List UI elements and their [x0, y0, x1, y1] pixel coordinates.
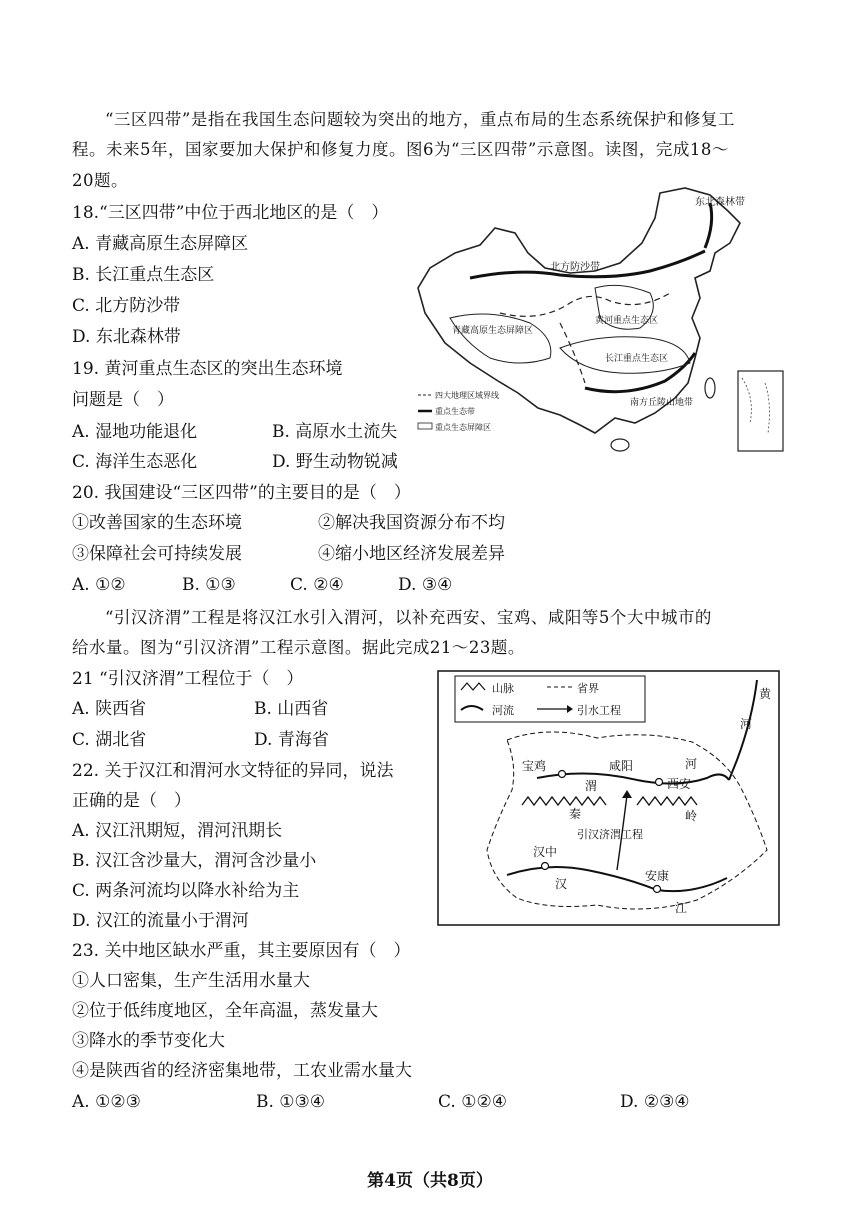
taiwan-island	[705, 378, 715, 398]
label-wei: 渭	[585, 779, 598, 793]
intro1-line1: “三区四带”是指在我国生态问题较为突出的地方，重点布局的生态系统保护和修复工	[105, 110, 735, 129]
label-north-sand-belt: 北方防沙带	[550, 262, 600, 273]
q20-statement-2: ②解决我国资源分布不均	[318, 513, 505, 533]
han-river	[507, 867, 727, 891]
hainan-island	[611, 439, 629, 451]
q22-option-c[interactable]: C. 两条河流均以降水补给为主	[72, 881, 300, 901]
q21-option-a[interactable]: A. 陕西省	[72, 699, 147, 719]
q22-stem-line2: 正确的是（ ）	[72, 791, 191, 811]
q21-option-b[interactable]: B. 山西省	[254, 699, 329, 719]
legend-eco-zone: 重点生态屏障区	[435, 423, 491, 432]
label-ling: 岭	[685, 809, 698, 823]
label-yangtze-zone: 长江重点生态区	[605, 354, 669, 364]
city-xian	[656, 779, 663, 786]
label-yellow-river-zone: 黄河重点生态区	[595, 316, 659, 326]
q23-statement-4: ④是陕西省的经济密集地带，工农业需水量大	[72, 1061, 412, 1081]
q20-stem: 20. 我国建设“三区四带”的主要目的是（ ）	[72, 483, 411, 503]
intro1-line3: 20题。	[72, 171, 128, 190]
china-ecological-map	[410, 183, 790, 458]
q20-statement-3: ③保障社会可持续发展	[72, 544, 242, 564]
q19-option-a[interactable]: A. 湿地功能退化	[72, 422, 198, 442]
q23-option-d[interactable]: D. ②③④	[620, 1092, 690, 1112]
q19-option-d[interactable]: D. 野生动物锐减	[272, 452, 398, 472]
q23-statement-3: ③降水的季节变化大	[72, 1031, 225, 1051]
q19-stem-line1: 19. 黄河重点生态区的突出生态环境	[72, 359, 343, 379]
label-xianyang: 咸阳	[609, 759, 634, 773]
q19-option-c[interactable]: C. 海洋生态恶化	[72, 452, 198, 472]
qinghai-zone	[450, 314, 551, 363]
q18-option-c[interactable]: C. 北方防沙带	[72, 296, 181, 316]
q22-option-d[interactable]: D. 汉江的流量小于渭河	[72, 911, 249, 931]
q18-option-b[interactable]: B. 长江重点生态区	[72, 265, 215, 285]
q20-statement-4: ④缩小地区经济发展差异	[318, 544, 505, 564]
q23-statement-1: ①人口密集，生产生活用水量大	[72, 971, 310, 991]
q20-option-c[interactable]: C. ②④	[290, 575, 344, 595]
city-ankang	[654, 886, 661, 893]
q20-option-d[interactable]: D. ③④	[398, 575, 453, 595]
q18-option-d[interactable]: D. 东北森林带	[72, 327, 181, 347]
region-boundary	[560, 323, 585, 383]
label-jiang: 江	[675, 901, 688, 915]
yin-han-ji-wei-map	[437, 670, 780, 926]
region-boundary	[500, 293, 670, 316]
label-south-hills-belt: 南方丘陵山地带	[630, 398, 694, 408]
label-huang: 黄	[759, 687, 772, 701]
q22-option-b[interactable]: B. 汉江含沙量大，渭河含沙量小	[72, 851, 317, 871]
label-hanzhong: 汉中	[533, 845, 558, 859]
q23-statement-2: ②位于低纬度地区，全年高温，蒸发量大	[72, 1001, 378, 1021]
q21-option-c[interactable]: C. 湖北省	[72, 730, 147, 750]
legend-mountain: 山脉	[492, 682, 514, 695]
label-qinghai-zone: 青藏高原生态屏障区	[452, 326, 534, 336]
legend-region-boundary: 四大地理区域界线	[435, 391, 499, 400]
label-he-wei: 河	[685, 757, 698, 771]
q21-option-d[interactable]: D. 青海省	[254, 730, 329, 750]
label-ankang: 安康	[645, 869, 670, 883]
q23-stem: 23. 关中地区缺水严重，其主要原因有（ ）	[72, 941, 411, 961]
q20-option-b[interactable]: B. ①③	[182, 575, 236, 595]
q23-option-b[interactable]: B. ①③④	[256, 1092, 326, 1112]
label-baoji: 宝鸡	[522, 759, 547, 773]
legend-river: 河流	[492, 704, 514, 717]
intro2-line2: 给水量。图为“引汉济渭”工程示意图。据此完成21～23题。	[72, 638, 525, 657]
q22-stem-line1: 22. 关于汉江和渭河水文特征的异同，说法	[72, 761, 394, 781]
city-baoji	[559, 771, 566, 778]
legend-eco-belt: 重点生态带	[435, 407, 475, 416]
q19-option-b[interactable]: B. 高原水土流失	[272, 422, 398, 442]
northeast-forest-belt	[705, 203, 712, 248]
q23-option-a[interactable]: A. ①②③	[72, 1092, 141, 1112]
label-han: 汉	[555, 877, 568, 891]
label-northeast-forest-belt: 东北森林带	[695, 197, 745, 208]
q19-stem-line2: 问题是（ ）	[72, 390, 174, 410]
city-hanzhong	[542, 863, 549, 870]
label-qin: 秦	[569, 807, 582, 821]
intro2-line1: “引汉济渭”工程是将汉江水引入渭河，以补充西安、宝鸡、咸阳等5个大中城市的	[105, 608, 712, 627]
q20-statement-1: ①改善国家的生态环境	[72, 513, 242, 533]
intro1-line2: 程。未来5年，国家要加大保护和修复力度。图6为“三区四带”示意图。读图，完成18～	[72, 140, 729, 159]
qinling-mountains	[522, 797, 697, 805]
label-xian: 西安	[667, 777, 692, 791]
page-footer: 第4页（共8页）	[367, 1171, 493, 1191]
q23-option-c[interactable]: C. ①②④	[438, 1092, 507, 1112]
q18-option-a[interactable]: A. 青藏高原生态屏障区	[72, 234, 249, 254]
legend-project: 引水工程	[577, 704, 621, 717]
label-project: 引汉济渭工程	[577, 828, 643, 841]
label-he: 河	[740, 717, 753, 731]
q20-option-a[interactable]: A. ①②	[72, 575, 126, 595]
q22-option-a[interactable]: A. 汉江汛期短，渭河汛期长	[72, 821, 283, 841]
q18-stem: 18.“三区四带”中位于西北地区的是（ ）	[72, 203, 389, 223]
legend-province: 省界	[577, 682, 599, 695]
q21-stem: 21 “引汉济渭”工程位于（ ）	[72, 669, 304, 689]
